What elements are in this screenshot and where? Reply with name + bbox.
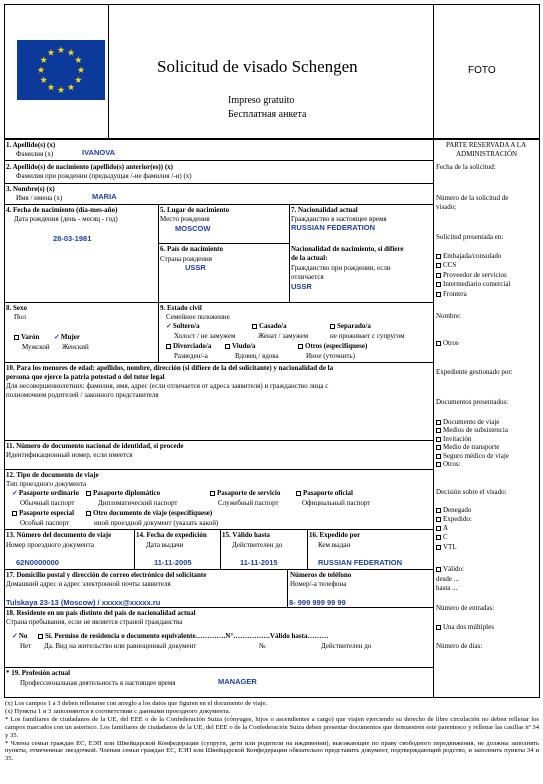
checkbox-icon[interactable] (330, 324, 335, 329)
checkbox-icon[interactable] (12, 511, 17, 516)
field-19-label: * 19. Profesión actual (6, 669, 71, 677)
reserved-option-label: Documento de viaje (443, 418, 500, 426)
checkmark-icon[interactable]: ✓ (166, 322, 172, 330)
reserved-option-label: Proveedor de servicios (443, 270, 507, 279)
footnotes (5, 700, 539, 763)
checkbox-icon[interactable] (166, 344, 171, 349)
field-1-label: 1. Apellido(s) (x) (6, 141, 56, 149)
residence-yes-option[interactable]: Sí. Permiso de residencia o documento equivalente………….N°…………….Válido hasta……… (38, 632, 328, 640)
birth-nationality-value[interactable]: USSR (291, 282, 312, 291)
field-5-label: 5. Lugar de nacimiento (160, 206, 230, 214)
reserved-valid[interactable]: Válido: (436, 565, 464, 573)
reserved-option[interactable] (436, 252, 510, 261)
reserved-option-label: Medios de subsistencia (443, 426, 508, 435)
reserved-option-label: Intermediario comercial (443, 280, 511, 289)
document-number-value[interactable]: 62N0000000 (16, 558, 59, 567)
reserved-option[interactable] (436, 435, 509, 443)
birth-date-value[interactable]: 28-03-1981 (53, 234, 92, 243)
reserved-entries: Número de entradas: (436, 604, 495, 612)
reserved-days: Número de días: (436, 642, 483, 650)
reserved-option-label: VTL (443, 542, 457, 551)
checkbox-icon[interactable] (298, 344, 303, 349)
field-7-label: 7. Nacionalidad actual (291, 206, 358, 214)
checkbox-icon[interactable] (436, 462, 441, 467)
field-4-label: 4. Fecha de nacimiento (día-mes-año) (6, 206, 118, 214)
checkbox-icon[interactable] (436, 454, 441, 459)
checkbox-icon[interactable] (436, 567, 441, 572)
photo-placeholder: FOTO (468, 65, 496, 76)
field-18-label: 18. Residente en un país distinto del país de nacionalidad actual (6, 609, 196, 617)
checkbox-icon[interactable] (225, 344, 230, 349)
reserved-option-label: Frontera (443, 289, 467, 298)
checkbox-icon[interactable] (436, 341, 441, 346)
issued-by-value[interactable]: RUSSIAN FEDERATION (318, 558, 403, 567)
field-17-label: 17. Domicilio postal y dirección de correo electrónico del solicitante (6, 571, 207, 579)
field-7-label-ru: Гражданство в настоящее время (291, 215, 387, 223)
reserved-option-label: CCS (443, 261, 457, 270)
valid-until-value[interactable]: 11-11-2015 (240, 558, 278, 567)
reserved-option-label: Seguro médico de viaje (443, 451, 509, 460)
reserved-option[interactable] (436, 443, 509, 451)
status-other-option[interactable]: Otros (especifíquese) (298, 342, 367, 350)
surname-value[interactable]: IVANOVA (82, 148, 116, 157)
checkbox-icon[interactable] (14, 335, 19, 340)
reserved-number: Número de la solicitud de (436, 194, 509, 202)
footnote-1: (x) Los campos 1 a 3 deben rellenarse con arreglo a los datos que figuren en el documento de viaje. (5, 700, 268, 707)
reserved-issued-options (436, 524, 457, 552)
reserved-option[interactable] (436, 533, 457, 542)
passport-official-option[interactable]: Pasaporte oficial (296, 489, 353, 497)
reserved-documents-options (436, 418, 509, 468)
field-12-label: 12. Tipo de documento de viaje (6, 471, 99, 479)
reserved-option[interactable] (436, 280, 510, 289)
reserved-denied[interactable]: Denegado (436, 506, 471, 514)
form-title: Solicitud de visado Schengen (157, 57, 358, 76)
field-9-label: 9. Estado civil (160, 304, 202, 312)
footnote-3: * Los familiares de ciudadanos de la UE, del EEE o de la Confederación Suiza (cónyuges, hijos o ascendientes a cargo) que viajen ejerciendo su derecho de libre circulación no deben rellenar los campos marcados con un asterisco. Los familiares de ciudadanos de la UE, del EEE o de la Confederación Suiza deben presentar documentos que demuestren este parentesco y rellenar las casillas nº 34 y 35. (5, 715, 539, 739)
reserved-option-label: Medio de transporte (443, 443, 500, 452)
field-6-label-ru: Страна рождения (160, 255, 212, 263)
nationality-value[interactable]: RUSSIAN FEDERATION (291, 223, 376, 232)
reserved-option[interactable] (436, 261, 510, 270)
checkbox-icon[interactable] (38, 634, 43, 639)
eu-flag-icon (17, 40, 105, 100)
reserved-option[interactable] (436, 543, 457, 552)
field-2-label-ru: Фамилия при рождении (предыдущая /-ие фамилия /-и) (x) (16, 172, 192, 180)
reserved-entries-options[interactable]: Una dos múltiples (436, 623, 494, 631)
reserved-other[interactable]: Otros (436, 339, 459, 347)
checkbox-icon[interactable] (210, 491, 215, 496)
field-10-label: 10. Para los menores de edad: apellidos, nombre, dirección (si difiere de la del solicitante) y nacionalidad de la (6, 364, 334, 372)
checkbox-icon[interactable] (436, 545, 441, 550)
form-subtitle-es: Impreso gratuito (228, 95, 295, 106)
field-11-label: 11. Número de documento nacional de identidad, si procede (6, 442, 184, 450)
checkbox-icon[interactable] (436, 282, 441, 287)
checkmark-icon[interactable]: ✓ (12, 632, 18, 640)
checkbox-icon[interactable] (436, 273, 441, 278)
first-name-value[interactable]: MARIA (92, 192, 117, 201)
checkbox-icon[interactable] (436, 526, 441, 531)
footnote-2: (x) Пункты 1 и 3 заполняются в соответствии с данными проездного документа. (5, 707, 231, 715)
birth-place-value[interactable]: MOSCOW (175, 224, 211, 233)
field-15-label: 15. Válido hasta (222, 531, 270, 539)
checkbox-icon[interactable] (252, 324, 257, 329)
reserved-option-label: Embajada/consulado (443, 252, 502, 260)
reserved-option[interactable] (436, 418, 509, 426)
status-married-option[interactable]: Casado/a (252, 322, 287, 330)
checkbox-icon[interactable] (436, 535, 441, 540)
residence-no-option[interactable]: ✓No (12, 632, 28, 640)
checkbox-icon[interactable] (436, 420, 441, 425)
visa-application-form: Solicitud de visado Schengen Impreso gratuito Бесплатная анкета FOTO 1. Apellido(s) (x) Фамилия (x) IVANOVA 2. Apellido(s) de nacimiento (apellido(s) anterior(es)) (x) Фамилия при рождении (предыдущая /-ие фамилия /-и) (x) 3. Nombre(s) (x) Имя / имена (x) MARIA 4. Fecha de nacimiento (día-mes-año) Дата рождения (день - месяц - год) 28-03-1981 5. Lugar de nacimiento Место рождения MOSCOW 6. País de nacimiento Страна рождения USSR 7. Nacionalidad actual Гражданство в настоящее время RUSSIAN FEDERATION Nacionalidad de nacimiento, si difiere de la actual: Гражданство при рождении, если отличается USSR 8. Sexo Пол Varón ✓Mujer Мужской Женский 9. Estado civil Семейное положение ✓Soltero/a Casado/a Separado/a Холост / не замужем Женат / замужем не проживает с супругом Divorciado/a Viudo/a Otros (especifíquese) Разведен/-а Вдовец / вдова Иное (уточнить) 10. Para los menores de edad: apellidos, nombre, dirección (si difiere de la del solicitante) y nacionalidad de la persona que ejerce la patria potestad o del tutor legal Для несовершеннолетних: фамилия, имя, адрес (если отличается от адреса заявителя) и гражданство лица с полномочием родителей / законного представителя 11. Número de documento nacional de identidad, si procede Идентификационный номер, если имеется 12. Tipo de documento de viaje Тип проездного документа ✓Pasaporte ordinario Pasaporte diplomático Pasaporte de servicio Pasaporte oficial Обычный паспорт Дипломатический паспорт Служебный паспорт Официальный паспорт Pasaporte especial Otro documento de viaje (especifíquese) Особый паспорт иной проездной документ (указать какой) 13. Número del documento de viaje Номер проездного документа 62N0000000 14. Fecha de expedición Дата выдачи 11-11-2005 15. Válido hasta Действителен до 11-11-2015 16. Expedido por Кем выдан RUSSIAN FEDERATION 17. Domicilio postal y dirección de correo electrónico del solicitante Домашний адрес и адрес электронной почты заявителя Tulskaya 23-13 (Moscow) / xxxxx@xxxxx.ru Números de teléfono Номер/-а телефона 8- 999 999 99 99 18. Residente en un país distinto del país de nacionalidad actual Страна пребывания, если не является страной гражданства ✓No Sí. Permiso de residencia o documento equivalente………….N°…………….Válido hasta……… Нет Да. Вид на жительство или равноценный документ № Действителен до * 19. Profesión actual Профессиональная деятельность в настоящее время MANAGER PARTE RESERVADA A LA ADMINISTRACIÓN Fecha de la solicitud: Número de la solicitud de visado: Solicitud presentada en: Embajada/consulado CCS Proveedor de servicios Intermediario comercial Frontera Nombre: Otros Expediente gestionado por: Documentos presentados: Documento de viaje Medios de subsistencia Invitación Medio de transporte Seguro médico de viaje Otros: Decisión sobre el visado: Denegado Expedido: A C VTL Válido: desde ... hasta ... Número de entradas: Una dos múltiples Número de días: (x) Los campos 1 a 3 deben rellenarse con arreglo a los datos que figuren en el documento de viaje. (x) Пункты 1 и 3 заполняются в соответствии с данными проездного документа. * Los familiares de ciudadanos de la UE, del EEE o de la Confederación Suiza (cónyuges, hijos o ascendientes a cargo) que viajen ejerciendo su derecho de libre circulación no deben rellenar los campos marcados con un asterisco. Los familiares de ciudadanos de la UE, del EEE o de la Confederación Suiza deben presentar documentos que demuestren este parentesco y rellenar las casillas nº 34 y 35. * Члены семьи граждан ЕС, ЕЭП или Швейцарской Конфедерации (супруги, дети или родители на иждивении), выезжающие по праву свободного передвижения, не должны заполнять пункты, отмеченные звездочкой. Членам семьи граждан ЕС, ЕЭП или Швейцарской Конфедерации обязательно представить документ, подтверждающий родство, и заполнить пункты 34 и 35. (0, 0, 543, 784)
reserved-decision: Decisión sobre el visado: (436, 488, 507, 496)
field-5-label-ru: Место рождения (160, 215, 210, 223)
reserved-option[interactable] (436, 460, 509, 468)
field-16-label: 16. Expedido por (309, 531, 361, 539)
field-2-label: 2. Apellido(s) de nacimiento (apellido(s) anterior(es)) (x) (6, 163, 174, 171)
reserved-option[interactable] (436, 452, 509, 460)
passport-service-option[interactable]: Pasaporte de servicio (210, 489, 280, 497)
checkbox-icon[interactable] (436, 428, 441, 433)
reserved-option-label: Otros: (443, 460, 461, 469)
checkbox-icon[interactable] (86, 511, 91, 516)
status-divorced-option[interactable]: Divorciado/a (166, 342, 211, 350)
phone-value[interactable]: 8- 999 999 99 99 (289, 598, 346, 607)
passport-other-option[interactable]: Otro documento de viaje (especifíquese) (86, 509, 212, 517)
status-separated-option[interactable]: Separado/a (330, 322, 371, 330)
field-6-label: 6. País de nacimiento (160, 245, 223, 253)
checkbox-icon[interactable] (436, 292, 441, 297)
checkbox-icon[interactable] (86, 491, 91, 496)
sex-female-option[interactable]: ✓Mujer (54, 333, 80, 341)
reserved-option-label: C (443, 533, 448, 542)
checkmark-icon[interactable]: ✓ (12, 489, 18, 497)
reserved-option[interactable] (436, 524, 457, 533)
issue-date-value[interactable]: 11-11-2005 (154, 558, 192, 567)
sex-male-option[interactable]: Varón (14, 333, 39, 341)
reserved-submitted-options (436, 252, 510, 299)
status-single-option[interactable]: ✓Soltero/a (166, 322, 200, 330)
form-subtitle-ru: Бесплатная анкета (228, 109, 307, 120)
reserved-option[interactable] (436, 271, 510, 280)
reserved-submitted-at: Solicitud presentada en: (436, 233, 504, 241)
reserved-option-label: Invitación (443, 434, 472, 443)
checkbox-icon[interactable] (436, 625, 441, 630)
checkbox-icon[interactable] (436, 254, 441, 259)
checkbox-icon[interactable] (436, 508, 441, 513)
checkmark-icon[interactable]: ✓ (54, 333, 60, 341)
reserved-option-label: A (443, 524, 449, 532)
field-8-label: 8. Sexo (6, 304, 27, 312)
field-4-label-ru: Дата рождения (день - месяц - год) (14, 215, 118, 223)
profession-value[interactable]: MANAGER (218, 677, 257, 686)
field-13-label: 13. Número del documento de viaje (6, 531, 112, 539)
field-3-label: 3. Nombre(s) (x) (6, 185, 55, 193)
passport-ordinary-option[interactable]: ✓Pasaporte ordinario (12, 489, 79, 497)
reserved-option[interactable] (436, 290, 510, 299)
field-1-label-ru: Фамилия (x) (16, 150, 54, 158)
checkbox-icon[interactable] (436, 437, 441, 442)
reserved-option[interactable] (436, 426, 509, 434)
field-3-label-ru: Имя / имена (x) (16, 194, 63, 202)
checkbox-icon[interactable] (436, 517, 441, 522)
footnote-4: * Члены семьи граждан ЕС, ЕЭП или Швейцарской Конфедерации (супруги, дети или родители на иждивении), выезжающие по праву свободного передвижения, не должны заполнять пункты, отмеченные звездочкой. Членам семьи граждан ЕС, ЕЭП или Швейцарской Конфедерации обязательно представить документ, подтверждающий родство, и заполнить пункты 34 и 35. (5, 739, 539, 763)
status-widowed-option[interactable]: Viudo/a (225, 342, 255, 350)
checkbox-icon[interactable] (436, 445, 441, 450)
passport-diplomatic-option[interactable]: Pasaporte diplomático (86, 489, 160, 497)
field-14-label: 14. Fecha de expedición (136, 531, 207, 539)
phone-label: Números de teléfono (290, 571, 352, 579)
reserved-handled-by: Expediente gestionado por: (436, 368, 513, 376)
reserved-issued[interactable]: Expedido: (436, 515, 472, 523)
birth-country-value[interactable]: USSR (185, 263, 206, 272)
reserved-documents: Documentos presentados: (436, 398, 509, 406)
checkbox-icon[interactable] (436, 263, 441, 268)
reserved-date: Fecha de la solicitud: (436, 163, 496, 171)
address-email-value[interactable]: Tulskaya 23-13 (Moscow) / xxxxx@xxxxx.ru (6, 598, 161, 607)
reserved-name: Nombre: (436, 312, 461, 320)
reserved-heading: PARTE RESERVADA A LA (446, 141, 527, 149)
checkbox-icon[interactable] (296, 491, 301, 496)
passport-special-option[interactable]: Pasaporte especial (12, 509, 74, 517)
